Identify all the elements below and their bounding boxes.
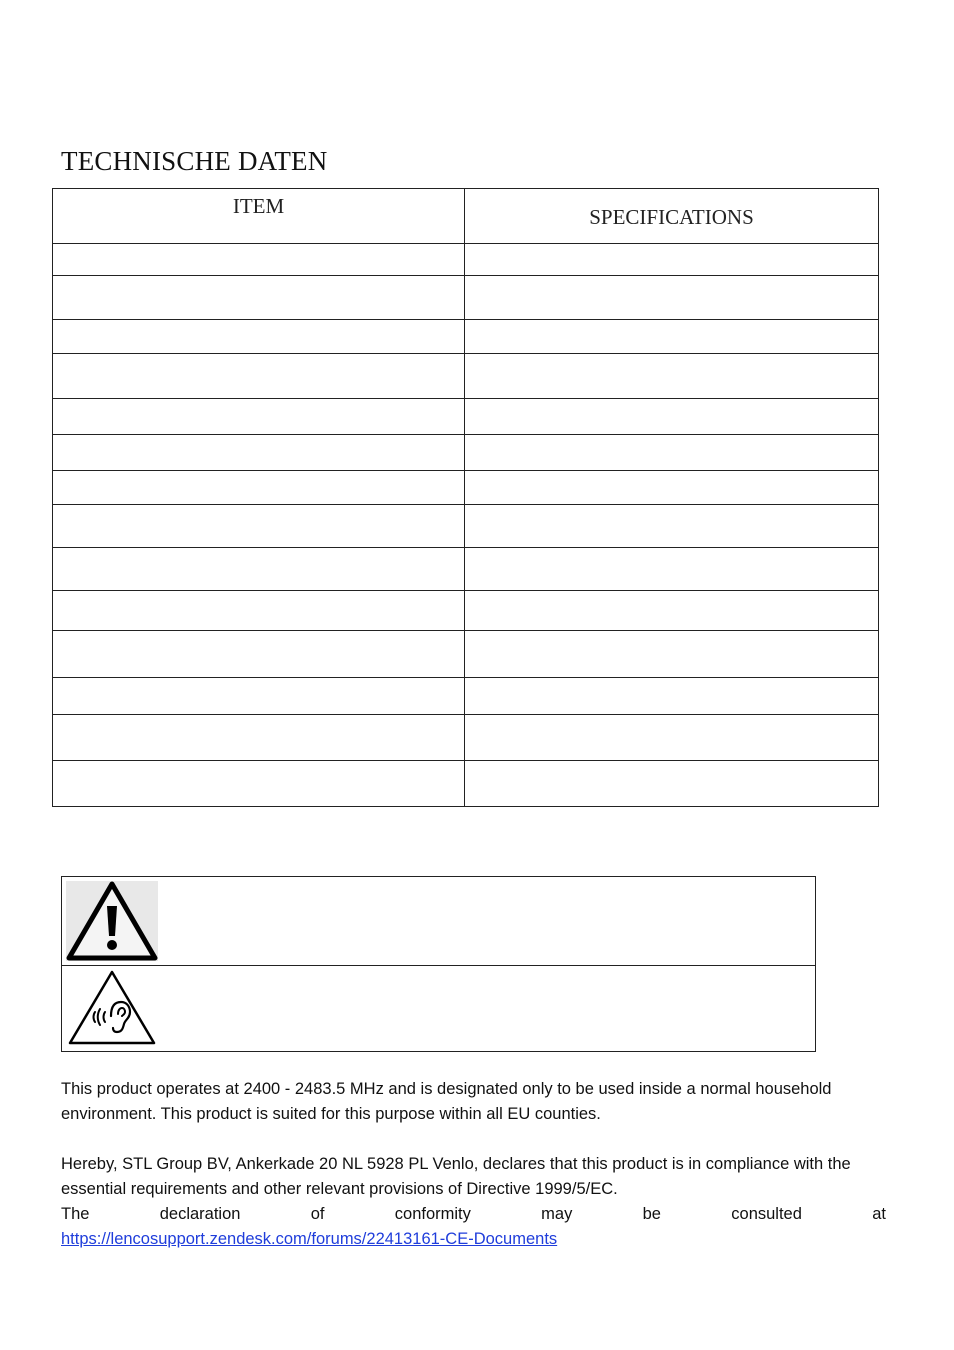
table-row — [53, 399, 879, 435]
table-row — [53, 435, 879, 471]
table-row — [53, 631, 879, 678]
specifications-table — [52, 188, 879, 807]
specification-cell — [465, 678, 879, 715]
table-row — [53, 244, 879, 276]
specification-cell — [465, 591, 879, 631]
frequency-text: This product operates at 2400 - 2483.5 MHz and is designated only to be used inside a normal household environment. This product is suited for this purpose within all EU counties. — [61, 1080, 832, 1123]
warning-row — [62, 877, 815, 966]
frequency-notice — [61, 1077, 886, 1127]
consulted-word: conformity — [394, 1205, 471, 1223]
specification-cell — [465, 631, 879, 678]
consulted-word: at — [872, 1205, 886, 1223]
table-header-row — [53, 189, 879, 244]
specification-cell — [465, 276, 879, 320]
item-cell — [53, 471, 465, 505]
specification-cell — [465, 548, 879, 591]
declaration-notice — [61, 1152, 886, 1252]
table-row — [53, 320, 879, 354]
specification-cell — [465, 244, 879, 276]
consulted-word: The — [61, 1205, 90, 1223]
warning-row — [62, 965, 815, 1051]
table-row — [53, 548, 879, 591]
consulted-word: consulted — [731, 1205, 802, 1223]
specification-cell — [465, 320, 879, 354]
consulted-word: be — [642, 1205, 661, 1223]
table-row — [53, 354, 879, 399]
column-header-specifications: SPECIFICATIONS — [465, 189, 879, 244]
specification-cell — [465, 505, 879, 548]
item-cell — [53, 678, 465, 715]
table-row — [53, 276, 879, 320]
specification-cell — [465, 435, 879, 471]
item-cell — [53, 505, 465, 548]
item-cell — [53, 631, 465, 678]
item-cell — [53, 715, 465, 761]
item-cell — [53, 761, 465, 807]
warnings-box — [61, 876, 816, 1052]
consulted-word: declaration — [159, 1205, 241, 1223]
specification-cell — [465, 471, 879, 505]
table-row — [53, 678, 879, 715]
table-row — [53, 715, 879, 761]
hearing-warning-icon — [67, 968, 157, 1046]
item-cell — [53, 399, 465, 435]
specification-cell — [465, 715, 879, 761]
item-cell — [53, 354, 465, 399]
specification-cell — [465, 354, 879, 399]
item-cell — [53, 320, 465, 354]
page-title: TECHNISCHE DATEN — [61, 146, 328, 176]
warning-triangle-icon — [66, 881, 158, 961]
table-row — [53, 761, 879, 807]
item-cell — [53, 435, 465, 471]
specification-cell — [465, 399, 879, 435]
item-cell — [53, 276, 465, 320]
table-body — [53, 244, 879, 807]
table-row — [53, 505, 879, 548]
ce-documents-link[interactable]: https://lencosupport.zendesk.com/forums/22413161-CE-Documents — [61, 1230, 558, 1248]
specification-cell — [465, 761, 879, 807]
item-cell — [53, 244, 465, 276]
consulted-line — [61, 1202, 886, 1227]
consulted-word: of — [310, 1205, 325, 1223]
table-row — [53, 591, 879, 631]
declaration-text: Hereby, STL Group BV, Ankerkade 20 NL 5928 PL Venlo, declares that this product is in compliance with the essential requirements and other relevant provisions of Directive 1999/5/EC. — [61, 1155, 851, 1198]
item-cell — [53, 548, 465, 591]
item-cell — [53, 591, 465, 631]
consulted-word: may — [541, 1205, 573, 1223]
table-row — [53, 471, 879, 505]
column-header-item: ITEM — [53, 189, 465, 244]
